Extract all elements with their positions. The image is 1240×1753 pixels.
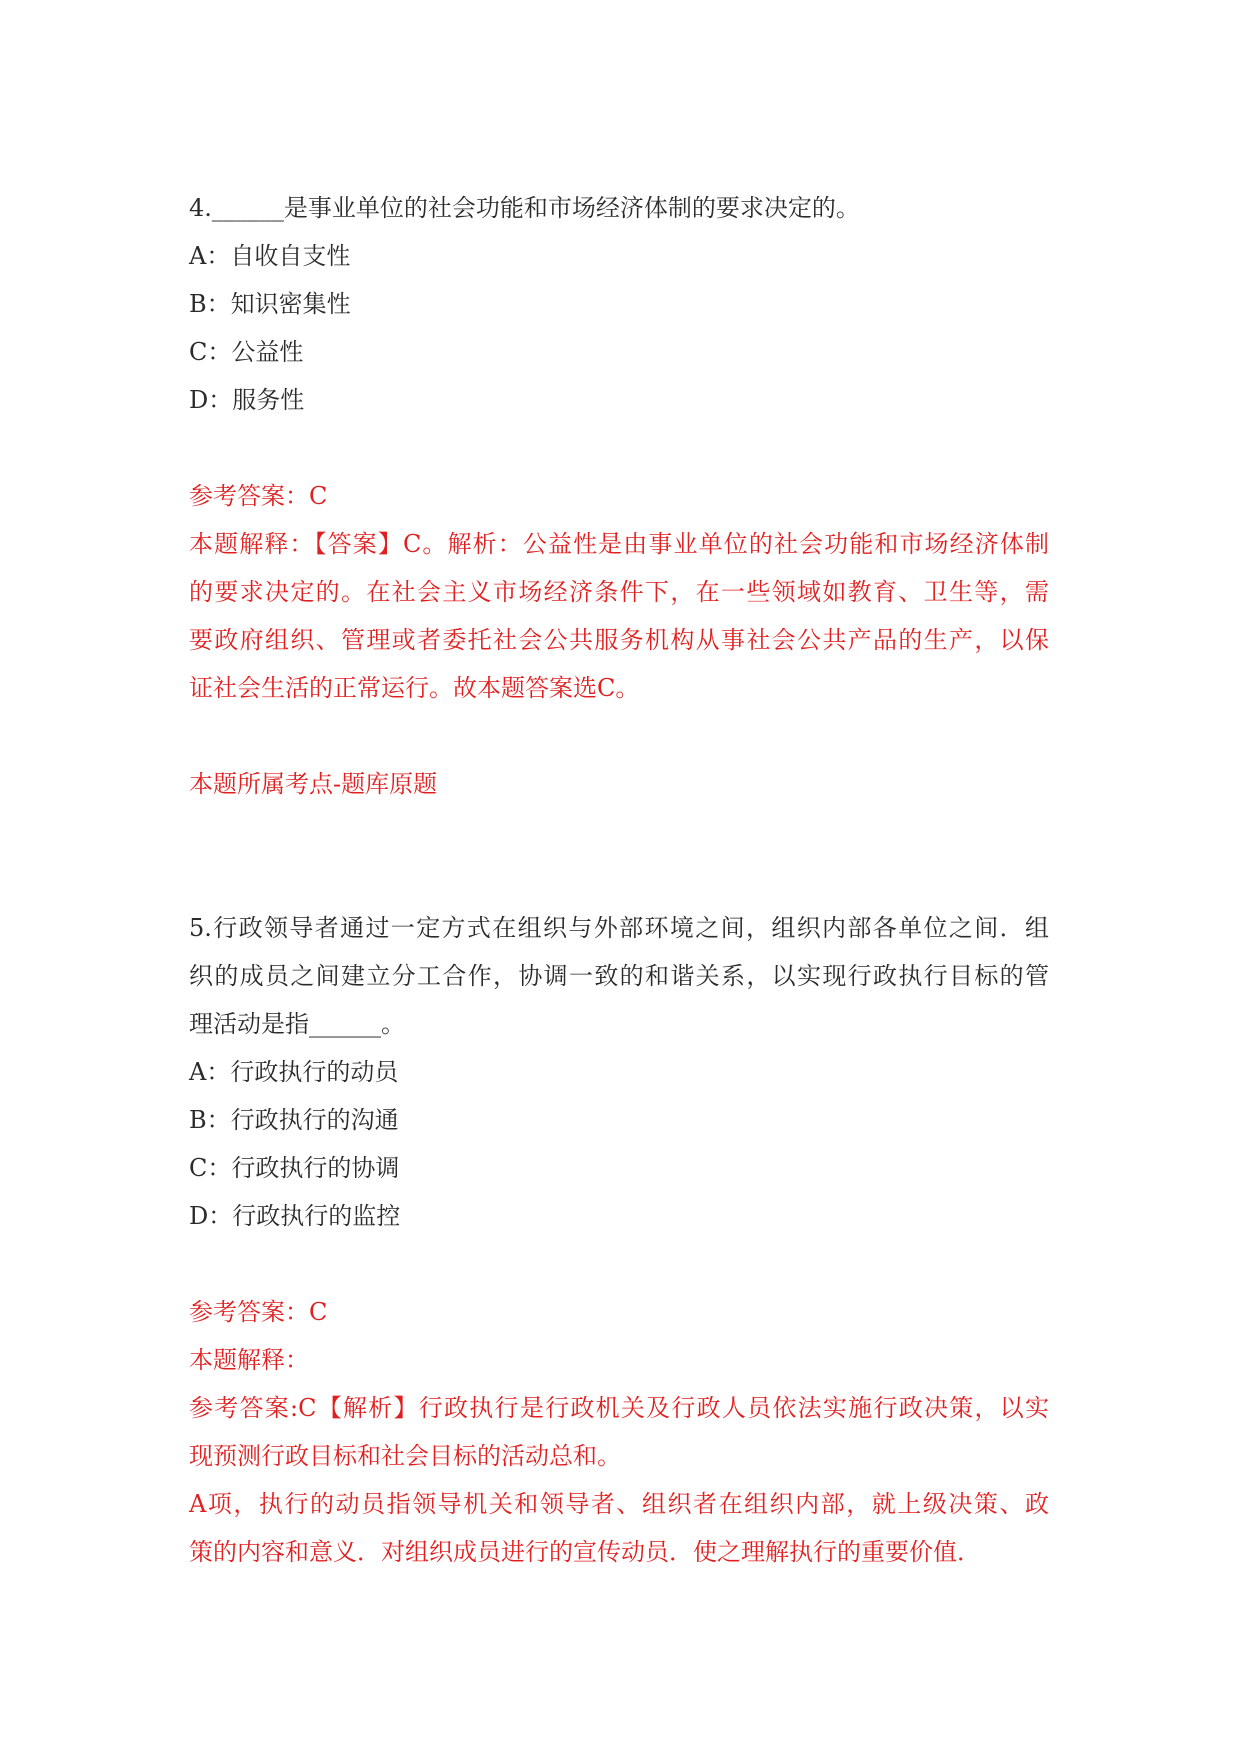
q5-option-c: C：行政执行的协调 — [189, 1154, 400, 1182]
q4-explanation-line: 的要求决定的。在社会主义市场经济条件下，在一些领域如教育、卫生等，需 — [189, 578, 1049, 606]
q5-option-a: A：行政执行的动员 — [189, 1058, 399, 1086]
q4-option-d: D：服务性 — [189, 386, 305, 414]
q4-answer: 参考答案：C — [189, 482, 328, 510]
q5-explanation-line: 策的内容和意义．对组织成员进行的宣传动员．使之理解执行的重要价值． — [189, 1538, 981, 1566]
q5-explanation-line: 参考答案:C【解析】行政执行是行政机关及行政人员依法实施行政决策，以实 — [189, 1394, 1049, 1422]
q4-explanation-line: 本题解释：【答案】C。解析：公益性是由事业单位的社会功能和市场经济体制 — [189, 530, 1049, 558]
q5-explanation-label: 本题解释： — [189, 1346, 309, 1374]
q5-stem-line: 织的成员之间建立分工合作，协调一致的和谐关系，以实现行政执行目标的管 — [189, 962, 1049, 990]
q4-stem: 4.______是事业单位的社会功能和市场经济体制的要求决定的。 — [189, 194, 860, 222]
q5-option-d: D：行政执行的监控 — [189, 1202, 401, 1230]
q4-explanation-line: 要政府组织、管理或者委托社会公共服务机构从事社会公共产品的生产，以保 — [189, 626, 1049, 654]
q4-option-a: A：自收自支性 — [189, 242, 351, 270]
q5-answer: 参考答案：C — [189, 1298, 328, 1326]
q5-stem-line: 理活动是指______。 — [189, 1010, 405, 1038]
q5-explanation-line: 现预测行政目标和社会目标的活动总和。 — [189, 1442, 621, 1470]
q5-stem-line: 5.行政领导者通过一定方式在组织与外部环境之间，组织内部各单位之间．组 — [189, 914, 1049, 942]
q5-explanation-line: A项，执行的动员指领导机关和领导者、组织者在组织内部，就上级决策、政 — [189, 1490, 1049, 1518]
q5-option-b: B：行政执行的沟通 — [189, 1106, 399, 1134]
q4-explanation-line: 证社会生活的正常运行。故本题答案选C。 — [189, 674, 640, 702]
q4-topic: 本题所属考点-题库原题 — [189, 770, 438, 798]
q4-option-b: B：知识密集性 — [189, 290, 351, 318]
q4-option-c: C：公益性 — [189, 338, 304, 366]
